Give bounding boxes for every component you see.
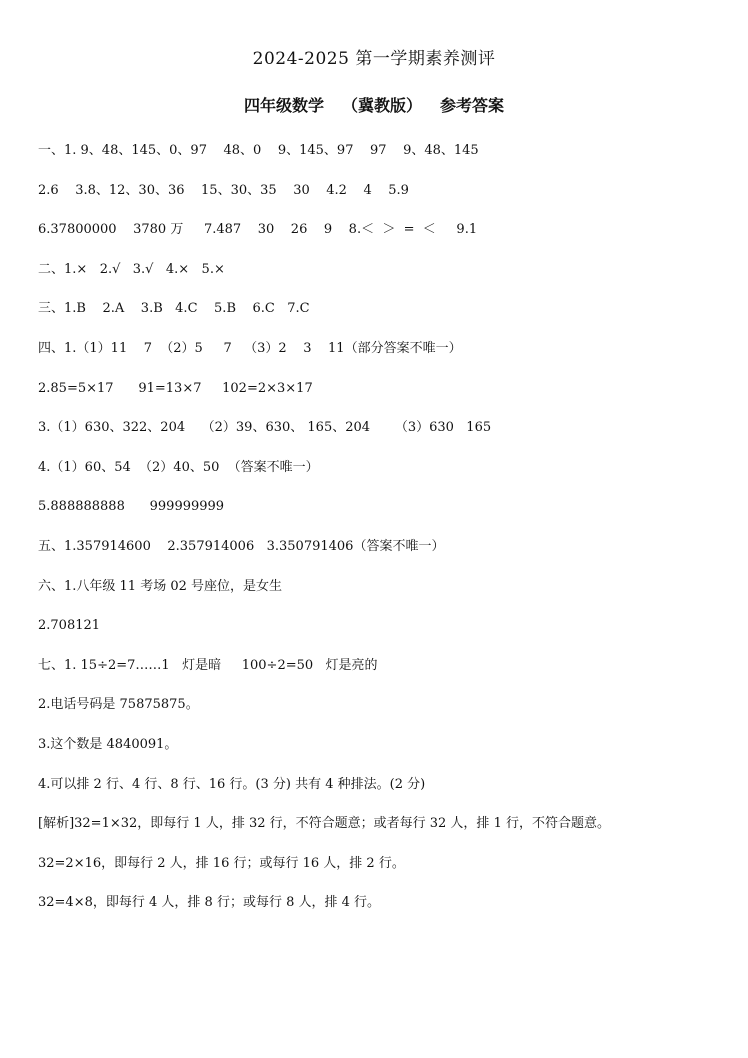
answer-line: 3.这个数是 4840091。: [38, 736, 178, 752]
answer-line: 四、1.（1）11 7 （2）5 7 （3）2 3 11（部分答案不唯一）: [38, 340, 462, 356]
document-title: 2024-2025 第一学期素养测评: [252, 49, 496, 69]
answer-line: 5.888888888 999999999: [38, 499, 225, 515]
answer-line: 2.6 3.8、12、30、36 15、30、35 30 4.2 4 5.9: [38, 182, 409, 198]
answer-line: 一、1. 9、48、145、0、97 48、0 9、145、97 97 9、48、145: [38, 143, 479, 158]
answer-line: 三、1.B 2.A 3.B 4.C 5.B 6.C 7.C: [38, 301, 310, 317]
answer-line: 六、1.八年级 11 考场 02 号座位，是女生: [38, 578, 283, 594]
answer-line: 32=2×16，即每行 2 人，排 16 行；或每行 16 人，排 2 行。: [38, 855, 405, 871]
subtitle-grade: 四年级数学: [243, 96, 324, 115]
answer-line: 4.（1）60、54 （2）40、50 （答案不唯一）: [38, 459, 319, 475]
answer-line: 2.85=5×17 91=13×7 102=2×3×17: [38, 380, 313, 396]
answer-lines: [38, 141, 738, 933]
answer-line: 七、1. 15÷2=7……1 灯是暗 100÷2=50 灯是亮的: [38, 657, 378, 673]
answer-line: 2.电话号码是 75875875。: [38, 697, 199, 713]
answer-line: 2.708121: [38, 618, 101, 634]
answer-line: 32=4×8，即每行 4 人，排 8 行；或每行 8 人，排 4 行。: [38, 895, 381, 911]
subtitle-edition: （冀教版）: [341, 96, 422, 115]
answer-line: 4.可以排 2 行、4 行、8 行、16 行。(3 分) 共有 4 种排法。(2 分): [38, 776, 426, 792]
answer-line: 五、1.357914600 2.357914006 3.350791406（答案不唯一）: [38, 538, 445, 554]
subtitle-label: 参考答案: [440, 96, 505, 115]
document-subtitle: [0, 93, 748, 116]
answer-line: 3.（1）630、322、204 （2）39、630、 165、204 （3）630 165: [38, 420, 492, 436]
answer-line: [解析]32=1×32，即每行 1 人，排 32 行，不符合题意；或者每行 32 人，排 1 行，不符合题意。: [38, 816, 610, 832]
answer-line: 二、1.× 2.√ 3.√ 4.× 5.×: [38, 261, 225, 277]
answer-line: 6.37800000 3780 万 7.487 30 26 9 8.＜ ＞ = ＜ 9.1: [38, 222, 478, 238]
